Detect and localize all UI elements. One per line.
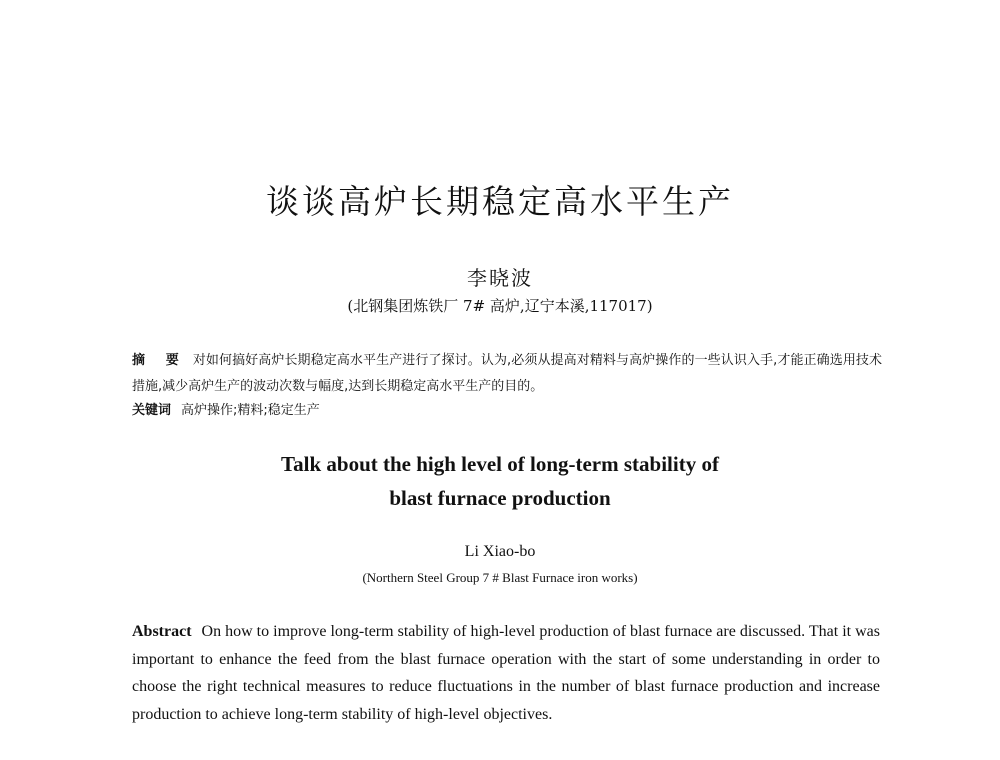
chinese-abstract-text: 对如何搞好高炉长期稳定高水平生产进行了探讨。认为,必须从提高对精料与高炉操作的一些认识入手,才能正确选用技术措施,减少高炉生产的波动次数与幅度,达到长期稳定高水平生产的目的。 (132, 353, 883, 394)
chinese-affiliation: (北钢集团炼铁厂 7# 高炉,辽宁本溪,117017) (347, 297, 653, 315)
english-author: Li Xiao-bo (464, 543, 536, 560)
chinese-abstract (132, 348, 882, 400)
english-abstract-label: Abstract (132, 623, 192, 640)
english-abstract (132, 618, 880, 728)
chinese-abstract-label: 摘 要 (132, 353, 187, 368)
chinese-keywords-text: 高炉操作;精料;稳定生产 (181, 403, 320, 418)
chinese-title: 谈谈高炉长期稳定高水平生产 (266, 182, 734, 221)
chinese-keywords (132, 400, 882, 422)
english-affiliation: (Northern Steel Group 7 # Blast Furnace iron works) (362, 570, 638, 585)
english-title-line1: Talk about the high level of long-term stability of (281, 452, 719, 476)
chinese-keywords-label: 关键词 (132, 403, 172, 418)
english-abstract-text: On how to improve long-term stability of high-level production of blast furnace are discussed. That it was important to enhance the feed from the blast furnace operation with the start of some understanding in order to choose the right technical measures to reduce fluctuations in the number of blast furnace production and increase production to achieve long-term stability of high-level objectives. (132, 623, 880, 723)
english-title (0, 447, 1000, 515)
english-title-line2: blast furnace production (389, 486, 611, 510)
chinese-author: 李晓波 (467, 266, 533, 290)
